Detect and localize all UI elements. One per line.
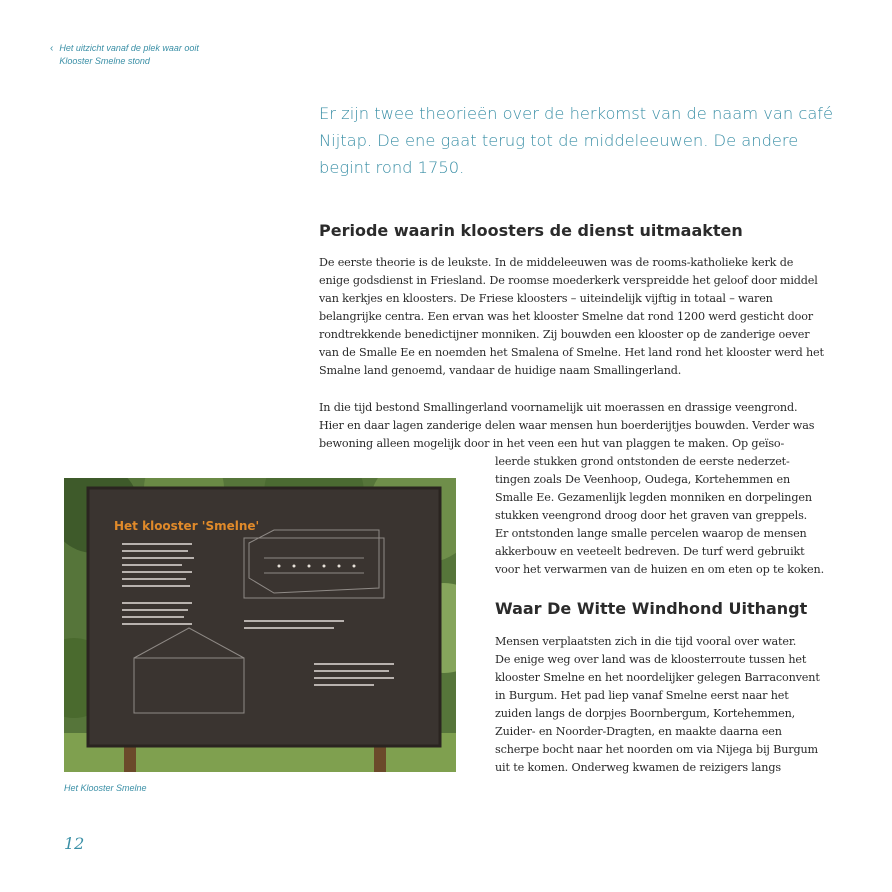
text-line: van de Smalle Ee en noemden het Smalena of Smelne. Het land rond het klooster werd het (319, 346, 824, 359)
sign-title: Het klooster 'Smelne' (114, 519, 260, 533)
text-line: In die tijd bestond Smallingerland voornamelijk uit moerassen en drassige veengrond. (319, 401, 798, 414)
body-paragraph-1 (319, 254, 824, 380)
text-line: Smalne land genoemd, vandaar de huidige naam Smallingerland. (319, 364, 682, 377)
text-line: Hier en daar lagen zanderige delen waar mensen hun boerderijtjes bouwden. Verder was (319, 419, 815, 432)
text-line: bewoning alleen mogelijk door in het veen een hut van plaggen te maken. Op geïso- (319, 437, 785, 450)
text-line: voor het verwarmen van de huizen en om eten op te koken. (495, 563, 824, 576)
text-line: De enige weg over land was de kloosterroute tussen het (495, 653, 807, 666)
breadcrumb-line-2: Klooster Smelne stond (59, 56, 150, 66)
intro-line: begint rond 1750. (319, 158, 465, 177)
text-line: Zuider- en Noorder-Dragten, en maakte daarna een (495, 725, 782, 738)
text-line: belangrijke centra. Een ervan was het klooster Smelne dat rond 1200 werd gesticht door (319, 310, 813, 323)
text-line: uit te komen. Onderweg kwamen de reizigers langs (495, 761, 781, 774)
breadcrumb-link[interactable] (59, 42, 199, 68)
text-line: akkerbouw en veeteelt bedreven. De turf werd gebruikt (495, 545, 805, 558)
photo-caption: Het Klooster Smelne (64, 783, 147, 793)
chevron-left-icon: ‹ (50, 43, 54, 54)
body-paragraph-2 (319, 399, 814, 453)
body-paragraph-3 (495, 633, 820, 777)
intro-line: Er zijn twee theorieën over de herkomst van de naam van café (319, 104, 834, 123)
text-line: scherpe bocht naar het noorden om via Nijega bij Burgum (495, 743, 818, 756)
breadcrumb[interactable] (50, 42, 199, 68)
text-line: van kerkjes en kloosters. De Friese kloosters – uiteindelijk vijftig in totaal – waren (319, 292, 773, 305)
text-line: tingen zoals De Veenhoop, Oudega, Kortehemmen en (495, 473, 791, 486)
text-line: Mensen verplaatsten zich in die tijd vooral over water. (495, 635, 797, 648)
text-line: in Burgum. Het pad liep vanaf Smelne eerst naar het (495, 689, 789, 702)
section-heading-periode: Periode waarin kloosters de dienst uitmaakten (319, 221, 743, 240)
breadcrumb-line-1: Het uitzicht vanaf de plek waar ooit (59, 43, 199, 53)
text-line: leerde stukken grond ontstonden de eerste nederzet- (495, 455, 790, 468)
intro-line: Nijtap. De ene gaat terug tot de middeleeuwen. De andere (319, 131, 799, 150)
body-paragraph-2-continued (495, 453, 824, 579)
text-line: De eerste theorie is de leukste. In de middeleeuwen was de rooms-katholieke kerk de (319, 256, 794, 269)
page-number: 12 (64, 834, 85, 853)
text-line: rondtrekkende benedictijner monniken. Zij bouwden een klooster op de zanderige oever (319, 328, 810, 341)
text-line: zuiden langs de dorpjes Boornbergum, Kortehemmen, (495, 707, 796, 720)
intro-text (319, 100, 839, 181)
text-line: stukken veengrond droog door het graven van greppels. (495, 509, 808, 522)
text-line: enige godsdienst in Friesland. De roomse moederkerk verspreidde het geloof door middel (319, 274, 818, 287)
section-heading-windhond: Waar De Witte Windhond Uithangt (495, 599, 808, 618)
klooster-sign-photo (64, 478, 456, 772)
text-line: Er ontstonden lange smalle percelen waarop de mensen (495, 527, 807, 540)
text-line: Smalle Ee. Gezamenlijk legden monniken en dorpelingen (495, 491, 812, 504)
text-line: klooster Smelne en het noordelijker gelegen Barraconvent (495, 671, 820, 684)
